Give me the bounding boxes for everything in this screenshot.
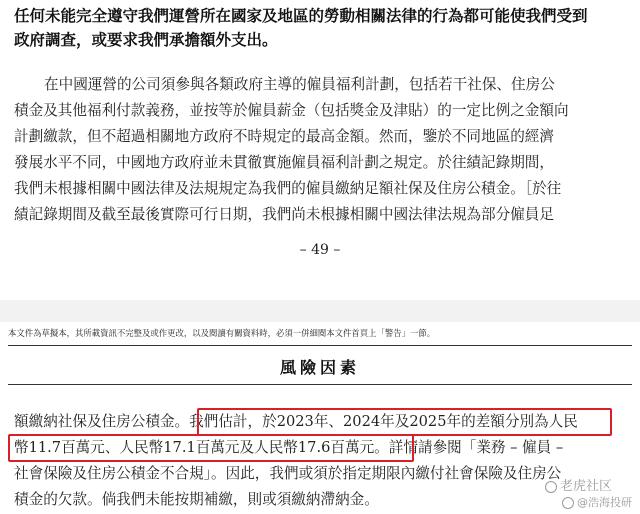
- top-rule: [8, 345, 632, 346]
- section-title: 風險因素: [279, 358, 360, 377]
- risk-heading-line-2: 政府調查，或要求我們承擔額外支出。: [14, 31, 278, 49]
- paragraph-line: 計劃繳款，但不超過相關地方政府不時規定的最高金額。然而，鑒於不同地區的經濟: [14, 128, 554, 145]
- watermark-bottom: @浩海投研: [562, 494, 632, 510]
- paragraph-line: 在中國運營的公司須參與各類政府主導的僱員福利計劃，包括若干社保、住房公: [44, 76, 555, 93]
- page-separator: [0, 300, 640, 322]
- body-line: 額繳納社保及住房公積金。我們估計，於2023年、2024年及2025年的差額分別為人民: [14, 413, 578, 430]
- body-line: 社會保險及住房公積金不合規」。因此，我們或須於指定期限內繳付社會保險及住房公: [14, 465, 562, 482]
- tiger-logo-icon: [545, 481, 557, 493]
- title-rule: [8, 384, 632, 385]
- draft-disclaimer: 本文件為草擬本，其所載資訊不完整及或作更改，以及閱讀有關資料時，必須一併細閱本文件首頁上「警告」一節。: [8, 328, 436, 338]
- watermark-top: 老虎社区: [545, 475, 612, 494]
- paragraph-line: 積金及其他福利付款義務，並按等於僱員薪金（包括獎金及津貼）的一定比例之金額向: [14, 102, 569, 119]
- body-line: 幣11.7百萬元、人民幣17.1百萬元及人民幣17.6百萬元。詳情請參閱「業務 – 僱員 –: [14, 439, 564, 456]
- paragraph-line: 我們未根據相關中國法律及法規規定為我們的僱員繳納足額社保及住房公積金。［於往: [14, 180, 562, 197]
- highlight-box-estimate: [197, 408, 612, 436]
- paragraph-line: 績記錄期間及截至最後實際可行日期，我們尚未根據相關中國法律法規為部分僱員足: [14, 206, 554, 223]
- risk-heading-line-1: 任何未能完全遵守我們運營所在國家及地區的勞動相關法律的行為都可能使我們受到: [14, 7, 588, 25]
- page-number: – 49 –: [299, 242, 341, 258]
- weibo-logo-icon: [562, 497, 574, 509]
- paragraph-line: 發展水平不同，中國地方政府並未貫徹實施僱員福利計劃之規定。於往績記錄期間，: [14, 154, 554, 171]
- highlight-box-amounts: [8, 434, 414, 462]
- body-line: 積金的欠款。倘我們未能按期補繳，則或須繳納滯納金。: [14, 491, 379, 508]
